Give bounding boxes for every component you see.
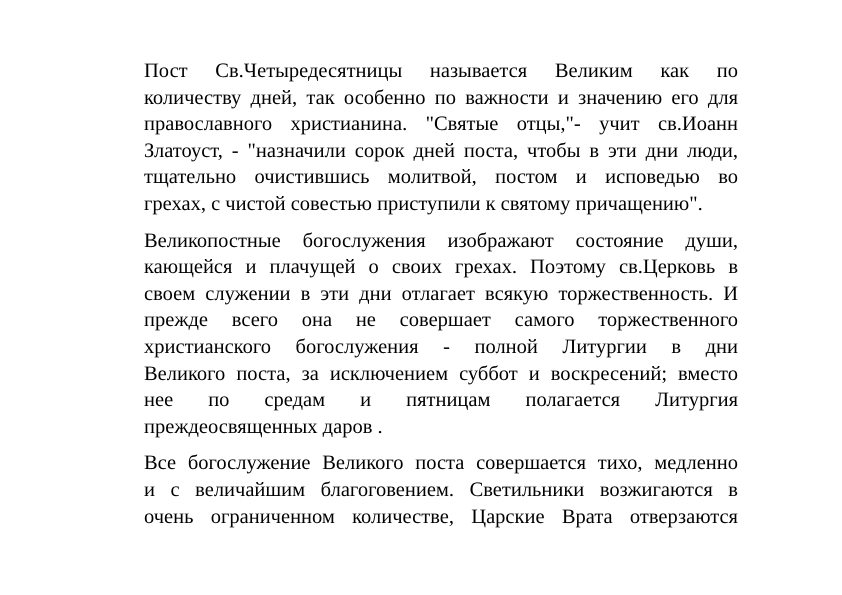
paragraph-3: [144, 450, 738, 530]
text-line: прежде всего она не совершает самого торжественного: [144, 309, 738, 332]
text-line: нее по средам и пятницам полагается Литургия: [144, 389, 738, 412]
text-line: количеству дней, так особенно по важности и значению его для: [144, 86, 738, 109]
text-line: Златоуст, - "назначили сорок дней поста, чтобы в эти дни люди,: [144, 139, 738, 162]
text-line: тщательно очистившись молитвой, постом и исповедью во: [144, 166, 738, 189]
text-line: Все богослужение Великого поста совершается тихо, медленно: [144, 452, 738, 475]
text-line: кающейся и плачущей о своих грехах. Поэтому св.Церковь в: [144, 256, 738, 279]
text-line: Великого поста, за исключением суббот и воскресений; вместо: [144, 362, 738, 385]
paragraph-2: [144, 228, 738, 441]
text-line: Пост Св.Четыредесятницы называется Великим как по: [144, 60, 738, 82]
text-line: и с величайшим благоговением. Светильники возжигаются в: [144, 478, 738, 501]
text-line: очень ограниченном количестве, Царские Врата отверзаются: [144, 505, 738, 528]
text-line: преждеосвященных даров .: [144, 415, 383, 438]
text-line: христианского богослужения - полной Литургии в дни: [144, 335, 738, 358]
text-line: православного христианина. "Святые отцы,"- учит св.Иоанн: [144, 113, 738, 136]
text-line: грехах, с чистой совестью приступили к святому причащению".: [144, 192, 703, 215]
text-line: своем служении в эти дни отлагает всякую торжественность. И: [144, 282, 738, 305]
text-line: Великопостные богослужения изображают состояние души,: [144, 229, 738, 252]
paragraph-1: [144, 58, 738, 218]
document-body: [144, 58, 738, 540]
